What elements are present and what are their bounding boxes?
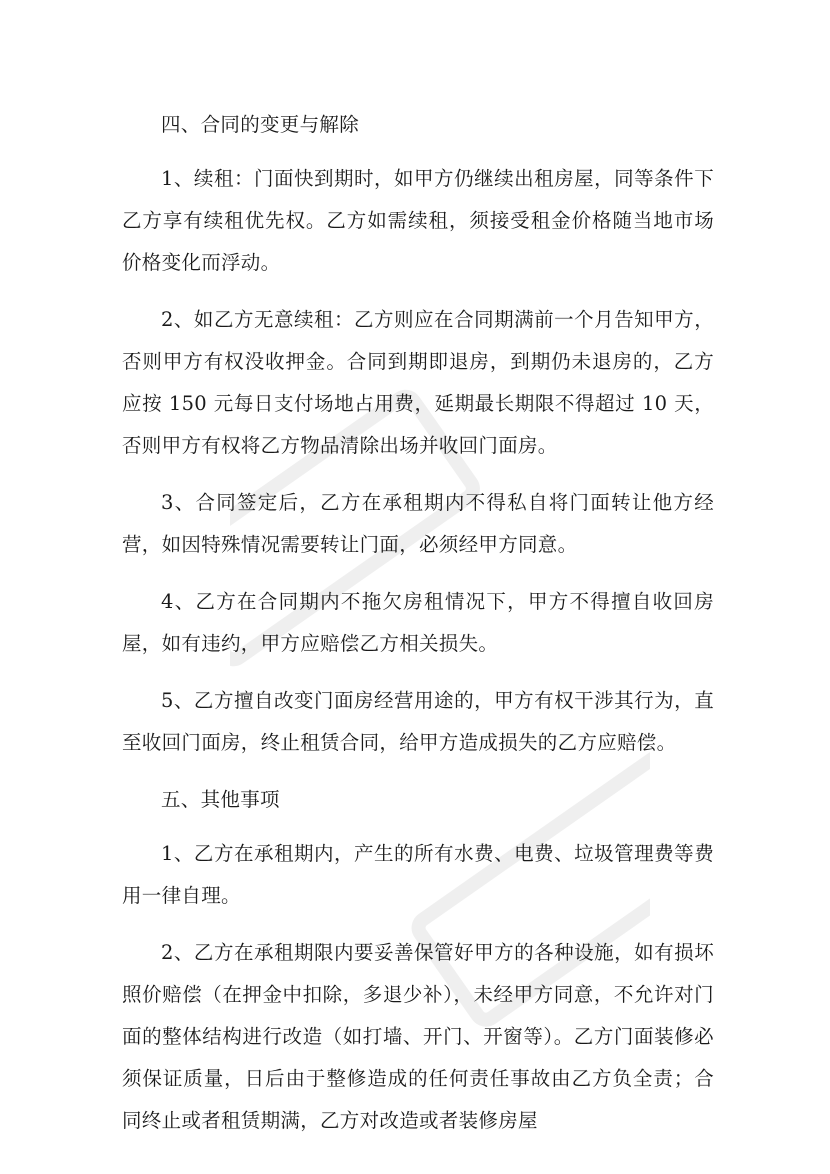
clause-4-5-usage-change: 5、乙方擅自改变门面房经营用途的，甲方有权干涉其行为，直至收回门面房，终止租赁合同，给甲方造成损失的乙方应赔偿。 [122,689,714,754]
clause-5-2-facilities: 2、乙方在承租期限内要妥善保管好甲方的各种设施，如有损坏照价赔偿（在押金中扣除，多退少补），未经甲方同意，不允许对门面的整体结构进行改造（如打墙、开门、开窗等）。乙方门面装修必须保证质量，日后由于整修造成的任何责任事故由乙方负全责；合同终止或者租赁期满，乙方对改造或者装修房屋 [122,941,714,1132]
clause-4-1-renewal: 1、续租：门面快到期时，如甲方仍继续出租房屋，同等条件下乙方享有续租优先权。乙方如需续租，须接受租金价格随当地市场价格变化而浮动。 [122,167,714,274]
clause-5-1-utilities: 1、乙方在承租期内，产生的所有水费、电费、垃圾管理费等费用一律自理。 [122,842,714,907]
document-body [122,104,714,1157]
clause-4-4-repossession: 4、乙方在合同期内不拖欠房租情况下，甲方不得擅自收回房屋，如有违约，甲方应赔偿乙方相关损失。 [122,590,714,655]
clause-4-3-transfer: 3、合同签定后，乙方在承租期内不得私自将门面转让他方经营，如因特殊情况需要转让门面，必须经甲方同意。 [122,491,714,556]
section-heading-4: 四、合同的变更与解除 [161,113,360,136]
clause-4-2-no-renewal: 2、如乙方无意续租：乙方则应在合同期满前一个月告知甲方，否则甲方有权没收押金。合同到期即退房，到期仍未退房的，乙方应按 150 元每日支付场地占用费，延期最长期限不得超过 10 天，否则甲方有权将乙方物品清除出场并收回门面房。 [122,308,714,457]
section-heading-5: 五、其他事项 [161,788,280,811]
